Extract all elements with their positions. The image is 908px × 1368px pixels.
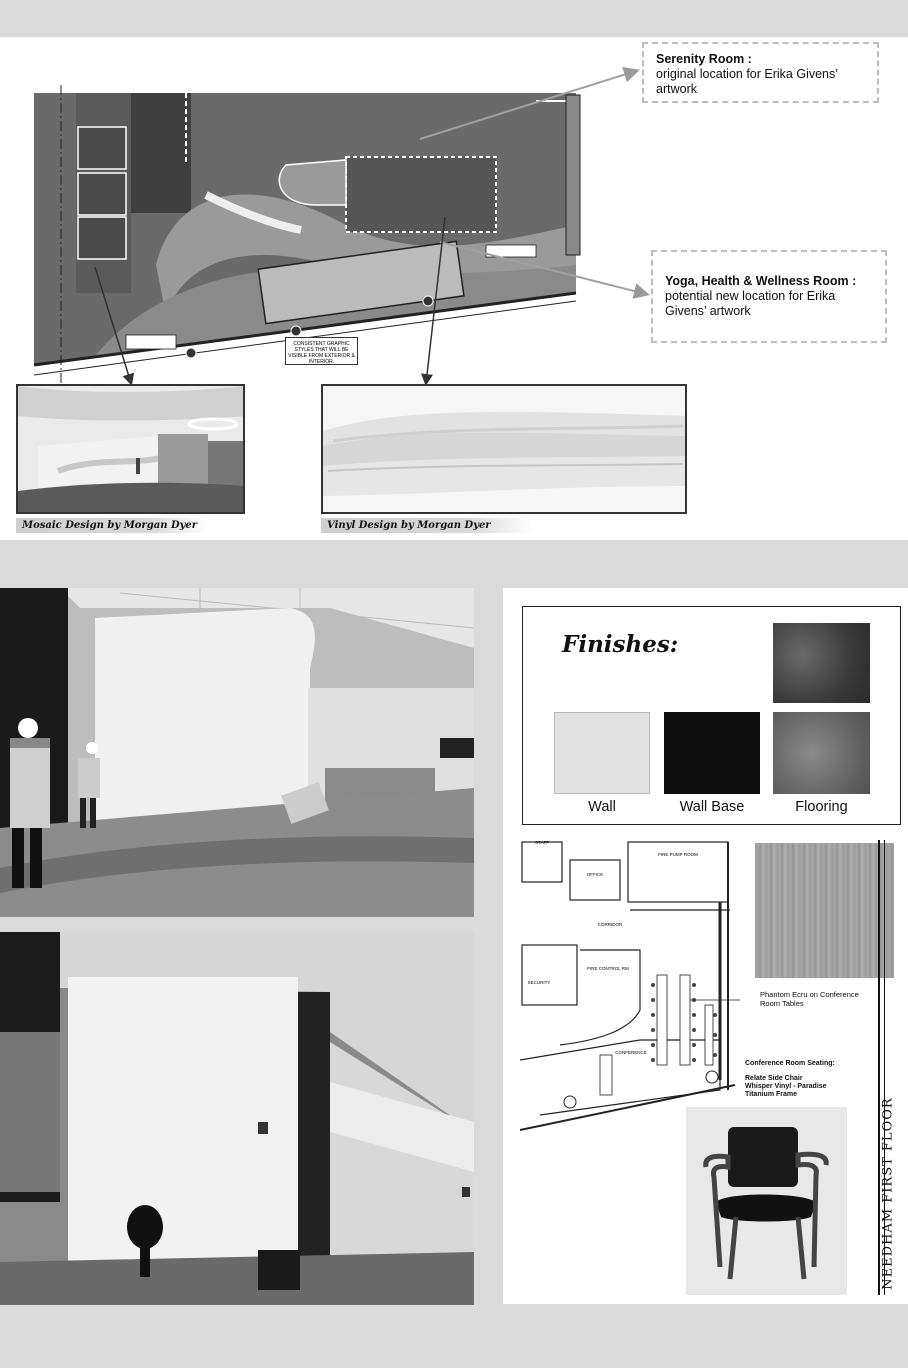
seating-line-3: Titanium Frame [745,1091,797,1098]
serenity-room-title: Serenity Room : [656,52,752,66]
vinyl-design-image [323,386,687,514]
conference-floorplan [520,840,740,1140]
mosaic-design-rendering [16,384,245,514]
yoga-room-text: potential new location for Erika Givens’ artwork [665,289,836,318]
seating-line-1: Relate Side Chair [745,1075,803,1082]
conference-plan-drawing [520,840,740,1140]
wall-base-label: Wall Base [679,799,745,815]
serenity-room-callout [642,42,879,103]
site-photo-curved-wall [0,588,474,917]
wall-label: Wall [588,799,616,815]
room-label-conference: CONFERENCE [615,1050,647,1055]
serenity-room-text: original location for Erika Givens’ artwork [656,67,838,96]
seating-line-2: Whisper Vinyl - Paradise [745,1083,827,1090]
seating-title: Conference Room Seating: [745,1060,835,1067]
room-label-security: SECURITY [527,980,551,985]
floor-plan-panel [0,37,908,540]
wall-base-swatch [664,712,760,794]
yoga-room-callout [651,250,887,343]
flooring-swatch [773,712,870,794]
wood-note: Phantom Ecru on Conference Room Tables [760,990,859,1008]
room-label-office: OFFICE [586,872,604,877]
curved-wall-photo [0,588,474,917]
white-wall-photo [0,932,474,1305]
vinyl-design-rendering [321,384,687,514]
flooring-texture-dark [773,623,870,703]
yoga-room-title: Yoga, Health & Wellness Room : [665,274,857,288]
site-photo-white-wall [0,932,474,1305]
phantom-ecru-swatch [755,843,894,978]
vinyl-caption: Vinyl Design by Morgan Dyer [321,518,533,533]
chair-drawing [686,1107,847,1295]
finishes-panel [522,606,901,825]
conference-chair-image [686,1107,847,1295]
needham-first-floor-label: NEEDHAM FIRST FLOOR [880,1097,896,1290]
room-label-fire-control: FIRE CONTROL RM [587,966,629,971]
mosaic-render-image [18,386,245,514]
wall-swatch [554,712,650,794]
mosaic-caption: Mosaic Design by Morgan Dyer [16,518,208,533]
room-label-corridor: CORRIDOR [597,922,623,927]
room-label-staff: STAFF [535,840,549,845]
finishes-title: Finishes: [562,631,679,658]
plan-note: CONSISTENT GRAPHIC STYLES THAT WILL BE VISIBLE FROM EXTERIOR & INTERIOR. [285,337,358,365]
room-label-fire-pump: FIRE PUMP ROOM [658,852,698,857]
flooring-label: Flooring [795,799,848,815]
